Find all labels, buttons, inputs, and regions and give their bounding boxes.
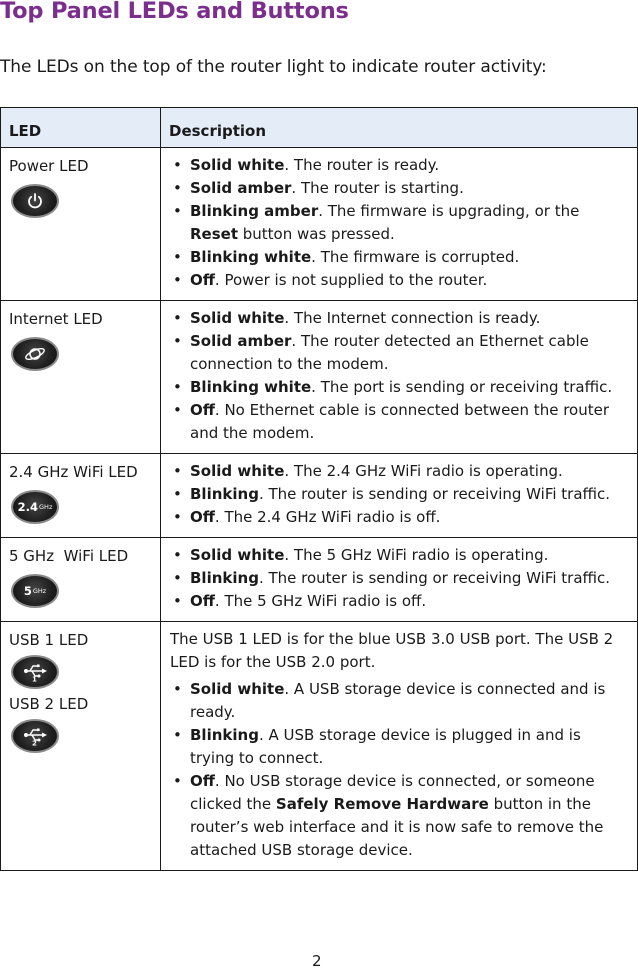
intro-paragraph: The LEDs on the top of the router light to indicate router activity: [0, 57, 547, 77]
table-row [1, 454, 638, 538]
status-list [170, 154, 629, 292]
led-name: USB 2 LED [9, 695, 89, 713]
page-number: 2 [312, 952, 322, 970]
list-item: • Off. No USB storage device is connected, or someone clicked the Safely Remove Hardware button in the router’s web interface and it is now safe to remove the attached USB storage device. [170, 770, 629, 862]
led-cell [1, 538, 161, 622]
svg-text:2: 2 [32, 739, 37, 746]
list-item: • Solid amber. The router detected an Ethernet cable connection to the modem. [170, 330, 629, 376]
list-item: • Blinking. A USB storage device is plugged in and is trying to connect. [170, 724, 629, 770]
led-cell [1, 301, 161, 454]
led-name: USB 1 LED [9, 631, 89, 649]
list-item: • Solid white. The router is ready. [170, 154, 629, 177]
wifi-2.4ghz-icon: 2.4 GHz [11, 490, 59, 524]
internet-globe-icon [11, 337, 59, 371]
description-cell [161, 301, 638, 454]
svg-text:1: 1 [32, 675, 37, 682]
list-item: • Solid white. The 5 GHz WiFi radio is operating. [170, 544, 629, 567]
list-item: • Off. Power is not supplied to the router. [170, 269, 629, 292]
list-item: • Solid amber. The router is starting. [170, 177, 629, 200]
status-list [170, 544, 629, 613]
led-table [0, 107, 638, 871]
led-name: Power LED [9, 157, 89, 175]
description-cell [161, 454, 638, 538]
table-header-row [1, 108, 638, 148]
header-description: Description [161, 108, 638, 148]
led-cell [1, 148, 161, 301]
usb-2-icon [11, 719, 59, 753]
led-name: 2.4 GHz WiFi LED [9, 463, 138, 481]
list-item: • Solid white. A USB storage device is connected and is ready. [170, 678, 629, 724]
list-item: • Blinking amber. The firmware is upgrading, or the Reset button was pressed. [170, 200, 629, 246]
page-title: Top Panel LEDs and Buttons [0, 0, 349, 24]
list-item: • Off. The 2.4 GHz WiFi radio is off. [170, 506, 629, 529]
led-cell [1, 622, 161, 871]
list-item: • Blinking white. The port is sending or receiving traffic. [170, 376, 629, 399]
table-row [1, 538, 638, 622]
table-row [1, 622, 638, 871]
status-list [170, 460, 629, 529]
status-list [170, 307, 629, 445]
usb-1-icon [11, 655, 59, 689]
wifi-5ghz-icon: 5 GHz [11, 574, 59, 608]
led-name: Internet LED [9, 310, 103, 328]
list-item: • Solid white. The 2.4 GHz WiFi radio is operating. [170, 460, 629, 483]
header-led: LED [1, 108, 161, 148]
description-cell [161, 622, 638, 871]
usb-note: The USB 1 LED is for the blue USB 3.0 USB port. The USB 2 LED is for the USB 2.0 port. [170, 630, 614, 671]
description-cell [161, 148, 638, 301]
list-item: • Blinking. The router is sending or receiving WiFi traffic. [170, 483, 629, 506]
table-row [1, 301, 638, 454]
status-list [170, 678, 629, 862]
led-cell [1, 454, 161, 538]
list-item: • Blinking. The router is sending or receiving WiFi traffic. [170, 567, 629, 590]
list-item: • Solid white. The Internet connection is ready. [170, 307, 629, 330]
table-row [1, 148, 638, 301]
led-name: 5 GHz WiFi LED [9, 547, 129, 565]
list-item: • Blinking white. The firmware is corrupted. [170, 246, 629, 269]
list-item: • Off. No Ethernet cable is connected between the router and the modem. [170, 399, 629, 445]
description-cell [161, 538, 638, 622]
list-item: • Off. The 5 GHz WiFi radio is off. [170, 590, 629, 613]
power-icon [11, 184, 59, 218]
